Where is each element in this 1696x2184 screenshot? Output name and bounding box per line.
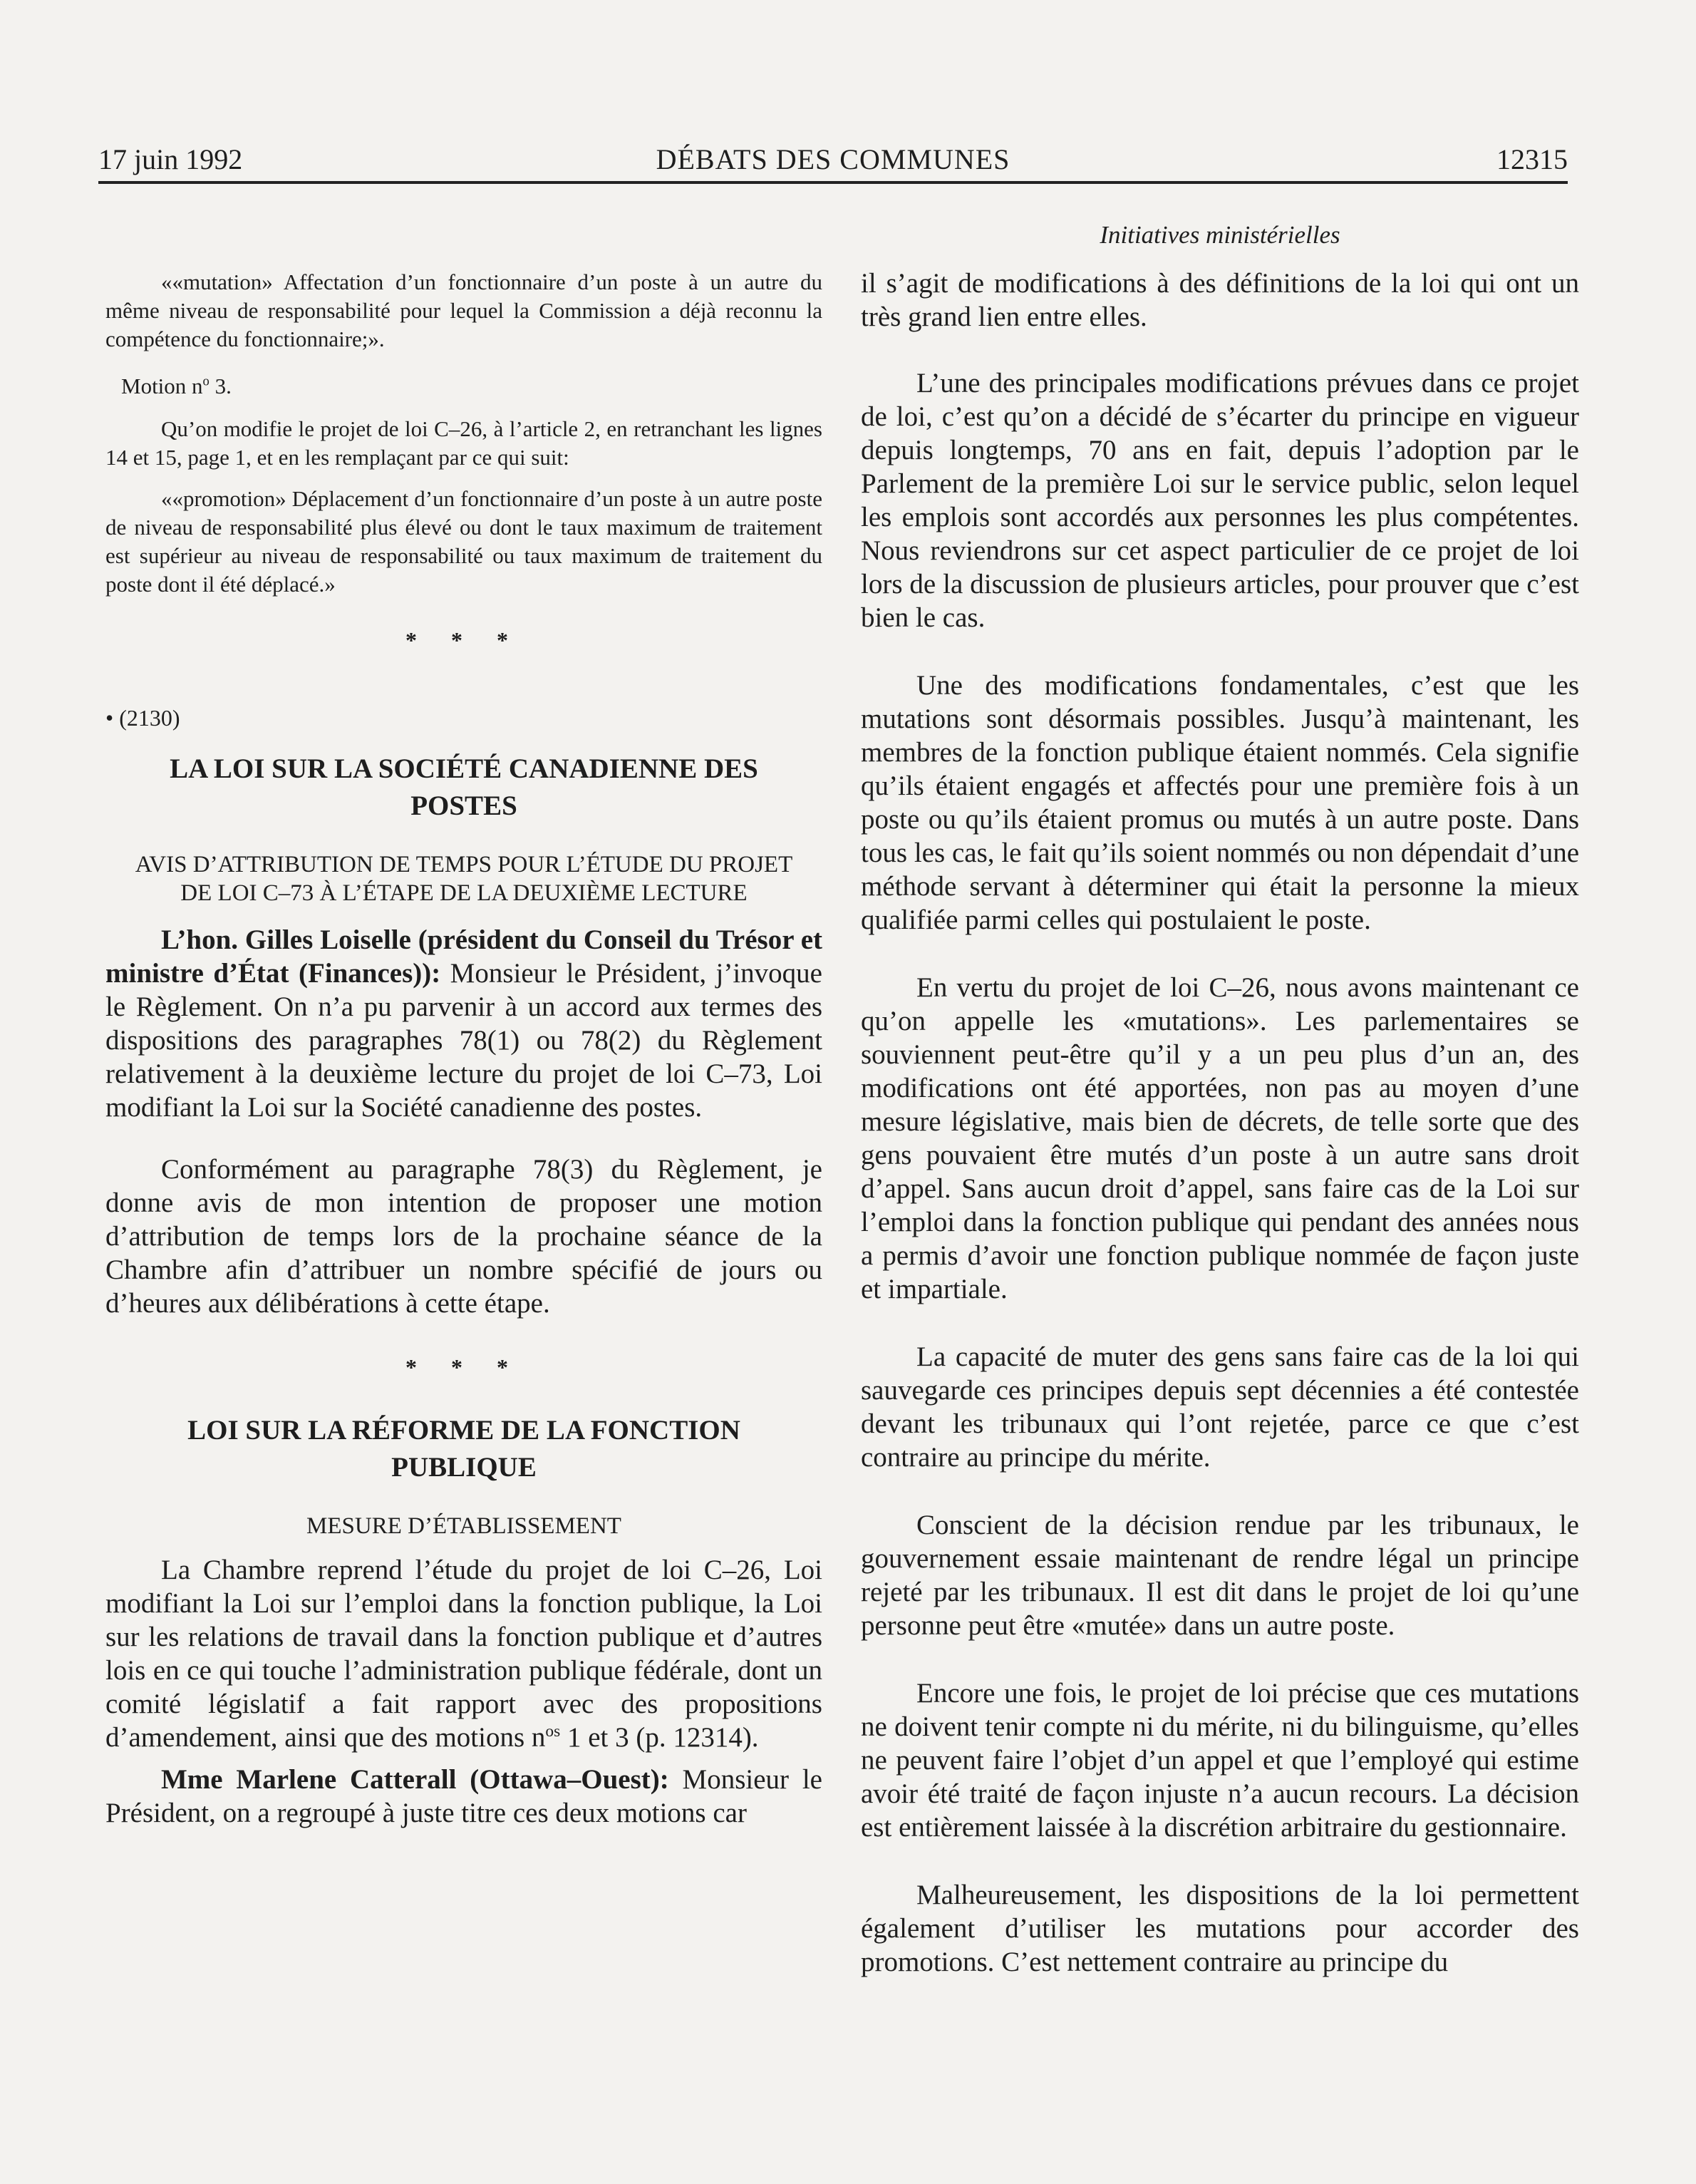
right-column xyxy=(861,200,1579,1979)
header-rule xyxy=(98,181,1568,184)
motion-label: Motion $n^o$ 3. xyxy=(121,374,232,398)
time-marker: • (2130) xyxy=(105,705,180,731)
speech-catterall-text: Monsieur le Président, on a regroupé à juste titre ces deux motions car xyxy=(105,1764,822,1828)
paragraph-5: La capacité de muter des gens sans faire cas de la loi qui sauvegarde ces principes depuis sept décennies a été contestée devant les tribunaux qui l’ont rejetée, parce ce que c’est contraire au principe du mérite. xyxy=(861,1341,1579,1473)
left-column xyxy=(105,200,822,1830)
motion-number: 3. xyxy=(209,374,232,398)
speaker-loiselle: L’hon. Gilles Loiselle (président du Conseil du Trésor et ministre d’État (Finances)): xyxy=(105,924,822,989)
motion-label-text: Motion xyxy=(121,374,187,398)
quote-mutation: ««mutation» Affectation d’un fonctionnaire d’un poste à un autre du même niveau de responsabilité pour lequel la Commission a déjà reconnu la compétence du fonctionnaire;». xyxy=(105,269,822,351)
paragraph-4: En vertu du projet de loi C–26, nous avons maintenant ce qu’on appelle les «mutations». Les parlementaires se souviennent peut-être qu’il y a un peu plus d’un an, des modifications ont été apportées, non pas au moyen d’une mesure législative, mais bien de décrets, de telle sorte que des gens pouvaient être mutés d’un poste à un autre sans droit d’appel. Sans aucun droit d’appel, sans faire cas de la Loi sur l’emploi dans la fonction publique qui pendant des années nous a permis d’avoir une fonction publique nommée de façon juste et impartiale. xyxy=(861,972,1579,1304)
paragraph-3: Une des modifications fondamentales, c’est que les mutations sont désormais possibles. Jusqu’à maintenant, les membres de la fonction publique étaient nommés. Cela signifie qu’ils étaient engagés et affectés pour une première fois à un poste ou qu’ils étaient promus ou mutés à un autre poste. Dans tous les cas, le fait qu’ils soient nommés ou non dépendait d’une méthode servant à déterminer qui était la personne la mieux qualifiée parmi celles qui postulaient le poste. xyxy=(861,670,1579,935)
page-header xyxy=(98,140,1568,180)
paragraph-reprend-end: 1 et 3 (p. 12314). xyxy=(560,1722,759,1753)
paragraph-1: il s’agit de modifications à des définitions de la loi qui ont un très grand lien entre elles. xyxy=(861,268,1579,332)
section-separator-2: * * * xyxy=(405,1354,522,1380)
paragraph-6: Conscient de la décision rendue par les tribunaux, le gouvernement essaie maintenant de rendre légal un principe rejeté par les tribunaux. Il est dit dans le projet de loi qu’une personne peut être «mutée» dans un autre poste. xyxy=(861,1510,1579,1641)
paragraph-notice: Conformément au paragraphe 78(3) du Règlement, je donne avis de mon intention de proposer une motion d’attribution de temps lors de la prochaine séance de la Chambre afin d’attribuer un nombre spécifié de jours ou d’heures aux délibérations à cette étape. xyxy=(105,1154,822,1319)
page-number: 12315 xyxy=(1496,143,1568,175)
paragraph-reprend-text: La Chambre reprend l’étude du projet de loi C–26, Loi modifiant la Loi sur l’emploi dans la fonction publique, la Loi sur les relations de travail dans la fonction publique et d’autres lois en ce qui touche l’administration publique fédérale, dont un comité législatif a fait rapport avec des propositions d’amendement, ainsi que des motions n xyxy=(105,1555,822,1753)
subheading-etablissement: MESURE D’ÉTABLISSEMENT xyxy=(306,1513,621,1539)
speech-loiselle xyxy=(105,923,822,1124)
speech-catterall xyxy=(105,1763,822,1830)
header-title: DÉBATS DES COMMUNES xyxy=(656,143,1010,175)
section-heading-reforme: LOI SUR LA RÉFORME DE LA FONCTION PUBLIQUE xyxy=(187,1415,740,1483)
section-separator: * * * xyxy=(405,627,522,653)
motion-text: Qu’on modifie le projet de loi C–26, à l’article 2, en retranchant les lignes 14 et 15, page 1, et en les remplaçant par ce qui suit: xyxy=(105,416,822,470)
section-heading-postes: LA LOI SUR LA SOCIÉTÉ CANADIENNE DES POSTES xyxy=(170,753,758,821)
quote-promotion: ««promotion» Déplacement d’un fonctionnaire d’un poste à un autre poste de niveau de responsabilité plus élevé ou dont le taux maximum de traitement est supérieur au niveau de responsabilité ou taux maximum de traitement du poste dont il été déplacé.» xyxy=(105,486,822,597)
running-head: Initiatives ministérielles xyxy=(1100,221,1340,249)
speaker-catterall: Mme Marlene Catterall (Ottawa–Ouest): xyxy=(161,1764,669,1795)
paragraph-8: Malheureusement, les dispositions de la loi permettent également d’utiliser les mutations pour accorder des promotions. C’est nettement contraire au principe du xyxy=(861,1880,1579,1977)
paragraph-7: Encore une fois, le projet de loi précise que ces mutations ne doivent tenir compte ni du mérite, ni du bilinguisme, qu’elles ne peuvent faire l’objet d’un appel et que l’employé qui estime avoir été traité de façon injuste n’a aucun recours. La décision est entièrement laissée à la discrétion arbitraire du gestionnaire. xyxy=(861,1678,1579,1843)
speech-loiselle-text: Monsieur le Président, j’invoque le Règlement. On n’a pu parvenir à un accord aux termes des dispositions des paragraphes 78(1) ou 78(2) du Règlement relativement à la deuxième lecture du projet de loi C–73, Loi modifiant la Loi sur la Société canadienne des postes. xyxy=(105,958,822,1123)
header-date: 17 juin 1992 xyxy=(98,143,243,175)
paragraph-reprend xyxy=(105,1553,822,1754)
motion-sup: o xyxy=(202,374,210,389)
paragraph-2: L’une des principales modifications prévues dans ce projet de loi, c’est qu’on a décidé de s’écarter du principe en vigueur depuis longtemps, 70 ans en fait, depuis l’adoption par le Parlement de la première Loi sur le service public, selon lequel les emplois sont accordés aux personnes les plus compétentes. Nous reviendrons sur cet aspect particulier de ce projet de loi lors de la discussion de plusieurs articles, pour prouver que c’est bien le cas. xyxy=(861,368,1579,633)
paragraph-reprend-sup: os xyxy=(545,1722,561,1741)
subheading-avis: AVIS D’ATTRIBUTION DE TEMPS POUR L’ÉTUDE DU PROJET DE LOI C–73 À L’ÉTAPE DE LA DEUXIÈME LECTURE xyxy=(135,852,793,906)
